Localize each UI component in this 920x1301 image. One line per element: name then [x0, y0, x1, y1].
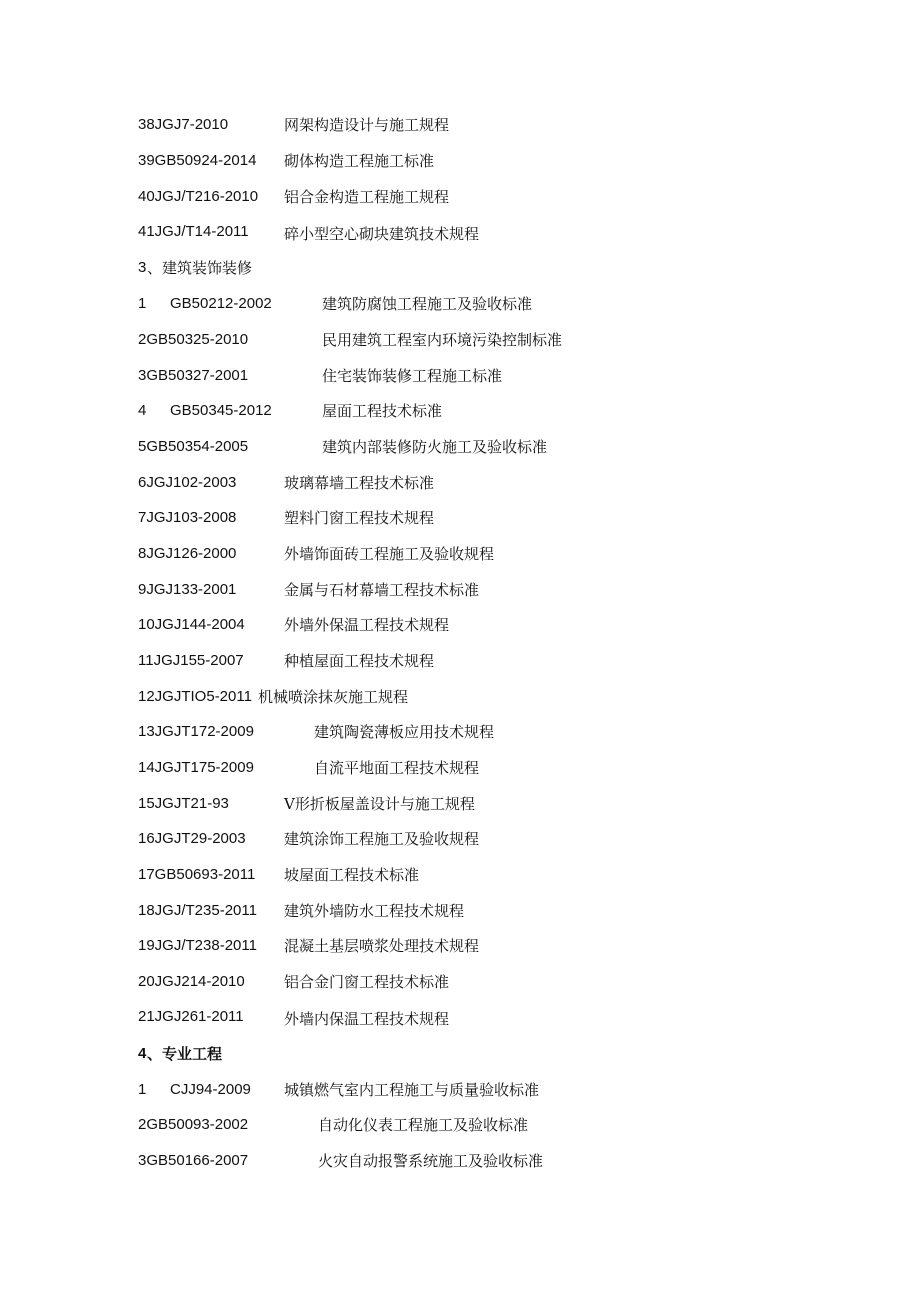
- standard-code: 9JGJ133-2001: [138, 581, 237, 598]
- standard-title: 屋面工程技术标准: [322, 402, 443, 420]
- standard-title: 网架构造设计与施工规程: [284, 116, 450, 134]
- section-number: 4: [138, 1045, 147, 1062]
- standard-code: 15JGJT21-93: [138, 795, 229, 812]
- standard-code: 14JGJT175-2009: [138, 759, 254, 776]
- standard-code: 12JGJTIO5-2011: [138, 688, 252, 705]
- list-item: [0, 758, 920, 782]
- list-item: [0, 222, 920, 246]
- list-item: [0, 473, 920, 497]
- standard-title: 混凝土基层喷浆处理技术规程: [284, 937, 480, 955]
- list-item: [0, 294, 920, 318]
- list-item: [0, 651, 920, 675]
- standard-title: 建筑内部装修防火施工及验收标准: [322, 438, 548, 456]
- list-item: [0, 865, 920, 889]
- standard-code: 20JGJ214-2010: [138, 973, 245, 990]
- standard-title: 铝合金门窗工程技术标准: [284, 973, 450, 991]
- list-item: [0, 580, 920, 604]
- section-title: 、专业工程: [147, 1045, 223, 1063]
- standard-title: 建筑防腐蚀工程施工及验收标准: [322, 295, 533, 313]
- standard-title: V形折板屋盖设计与施工规程: [284, 795, 475, 813]
- standard-title: 铝合金构造工程施工规程: [284, 188, 450, 206]
- section-heading: [0, 258, 920, 282]
- standard-code: 3GB50327-2001: [138, 367, 249, 384]
- standard-code: 7JGJ103-2008: [138, 509, 237, 526]
- standard-title: 火灾自动报警系统施工及验收标准: [318, 1152, 544, 1170]
- list-item: [0, 615, 920, 639]
- list-item: [0, 544, 920, 568]
- list-item: [0, 508, 920, 532]
- standard-code: 10JGJ144-2004: [138, 616, 245, 633]
- section-number: 3: [138, 259, 147, 276]
- standard-code: 5GB50354-2005: [138, 438, 249, 455]
- standard-title: 住宅装饰装修工程施工标准: [322, 367, 503, 385]
- standard-code: 8JGJ126-2000: [138, 545, 237, 562]
- standard-code: 13JGJT172-2009: [138, 723, 254, 740]
- standard-code: 40JGJ/T216-2010: [138, 188, 259, 205]
- list-item: [0, 936, 920, 960]
- list-item: [0, 187, 920, 211]
- list-item: [0, 972, 920, 996]
- section-heading: [0, 1044, 920, 1068]
- list-item: [0, 1115, 920, 1139]
- list-item: [0, 115, 920, 139]
- list-item: [0, 1151, 920, 1175]
- section-title: 、建筑装饰装修: [147, 259, 253, 277]
- list-item: [0, 901, 920, 925]
- standard-code: GB50212-2002: [170, 295, 272, 312]
- standard-code: 3GB50166-2007: [138, 1152, 249, 1169]
- list-item: [0, 1007, 920, 1031]
- standard-title: 坡屋面工程技术标准: [284, 866, 420, 884]
- list-item: [0, 151, 920, 175]
- standard-code: 16JGJT29-2003: [138, 830, 246, 847]
- standard-title: 城镇燃气室内工程施工与质量验收标准: [284, 1081, 540, 1099]
- standard-title: 塑料门窗工程技术规程: [284, 509, 435, 527]
- standard-code: 2GB50093-2002: [138, 1116, 249, 1133]
- standard-code: 11JGJ155-2007: [138, 652, 244, 669]
- standard-code: GB50345-2012: [170, 402, 272, 419]
- standard-title: 民用建筑工程室内环境污染控制标准: [322, 331, 563, 349]
- standard-title: 碎小型空心砌块建筑技术规程: [284, 225, 480, 243]
- list-item: [0, 437, 920, 461]
- standard-title: 玻璃幕墙工程技术标准: [284, 474, 435, 492]
- standard-code: 6JGJ102-2003: [138, 474, 237, 491]
- list-item: [0, 722, 920, 746]
- standard-code: CJJ94-2009: [170, 1081, 251, 1098]
- standard-title: 自动化仪表工程施工及验收标准: [318, 1116, 529, 1134]
- standard-title: 机械喷涂抹灰施工规程: [258, 688, 409, 706]
- standard-title: 外墙内保温工程技术规程: [284, 1010, 450, 1028]
- standard-code: 38JGJ7-2010: [138, 116, 229, 133]
- list-item: [0, 687, 920, 711]
- item-number: 1: [138, 1081, 147, 1098]
- standard-title: 种植屋面工程技术规程: [284, 652, 435, 670]
- item-number: 4: [138, 402, 147, 419]
- list-item: [0, 794, 920, 818]
- standard-code: 17GB50693-2011: [138, 866, 256, 883]
- standard-title: 建筑陶瓷薄板应用技术规程: [314, 723, 495, 741]
- list-item: [0, 330, 920, 354]
- standard-code: 39GB50924-2014: [138, 152, 257, 169]
- standard-title: 建筑外墙防水工程技术规程: [284, 902, 465, 920]
- list-item: [0, 366, 920, 390]
- list-item: [0, 401, 920, 425]
- standard-code: 18JGJ/T235-2011: [138, 902, 257, 919]
- standard-code: 41JGJ/T14-2011: [138, 223, 249, 240]
- standard-title: 砌体构造工程施工标准: [284, 152, 435, 170]
- list-item: [0, 1080, 920, 1104]
- list-item: [0, 829, 920, 853]
- standard-title: 外墙外保温工程技术规程: [284, 616, 450, 634]
- item-number: 1: [138, 295, 147, 312]
- standard-title: 金属与石材幕墙工程技术标准: [284, 581, 480, 599]
- standard-code: 2GB50325-2010: [138, 331, 249, 348]
- standard-code: 21JGJ261-2011: [138, 1008, 244, 1025]
- standard-title: 自流平地面工程技术规程: [314, 759, 480, 777]
- standard-title: 建筑涂饰工程施工及验收规程: [284, 830, 480, 848]
- standard-code: 19JGJ/T238-2011: [138, 937, 257, 954]
- standard-title: 外墙饰面砖工程施工及验收规程: [284, 545, 495, 563]
